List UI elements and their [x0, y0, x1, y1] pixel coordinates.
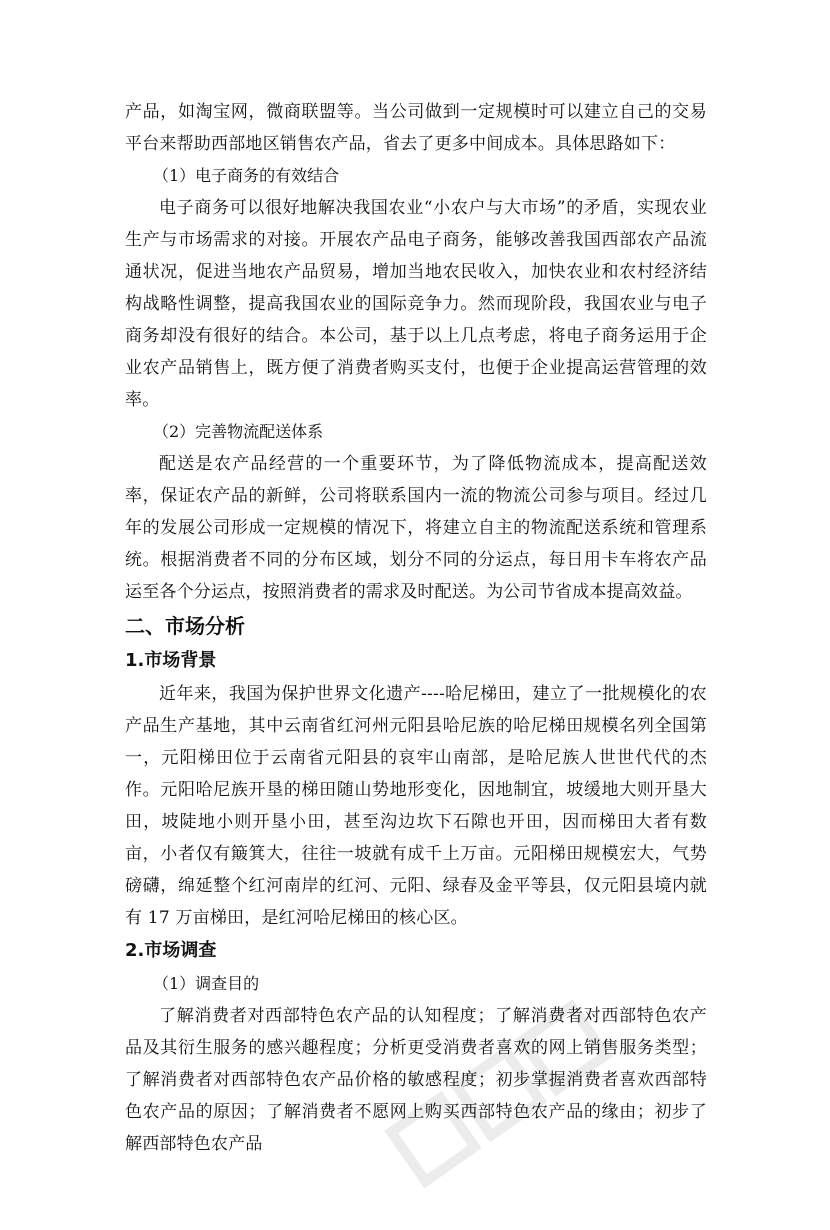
ecommerce-heading: （1）电子商务的有效结合 [153, 166, 340, 185]
survey-purpose-heading: （1）调查目的 [153, 974, 260, 993]
document-body [125, 96, 707, 1160]
market-analysis-title: 二、市场分析 [125, 614, 245, 638]
survey-purpose-paragraph: 了解消费者对西部特色农产品的认知程度；了解消费者对西部特色农产品及其衍生服务的感兴趣程度；分析更受消费者喜欢的网上销售服务类型；了解消费者对西部特色农产品价格的敏感程度；初步掌握消费者喜欢西部特色农产品的原因；了解消费者不愿网上购买西部特色农产品的缘由；初步了解西部特色农产品 [125, 1006, 707, 1154]
market-background-paragraph: 近年来，我国为保护世界文化遗产----哈尼梯田，建立了一批规模化的农产品生产基地，其中云南省红河州元阳县哈尼族的哈尼梯田规模名列全国第一，元阳梯田位于云南省元阳县的哀牢山南部，是哈尼族人世世代代的杰作。元阳哈尼族开垦的梯田随山势地形变化，因地制宜，坡缓地大则开垦大田，坡陡地小则开垦小田，甚至沟边坎下石隙也开田，因而梯田大者有数亩，小者仅有簸箕大，往往一坡就有成千上万亩。元阳梯田规模宏大，气势磅礴，绵延整个红河南岸的红河、元阳、绿春及金平等县，仅元阳县境内就有 17 万亩梯田，是红河哈尼梯田的核心区。 [125, 684, 707, 928]
market-background-title: 1.市场背景 [125, 650, 217, 671]
intro-paragraph: 产品，如淘宝网，微商联盟等。当公司做到一定规模时可以建立自己的交易平台来帮助西部地区销售农产品，省去了更多中间成本。具体思路如下： [125, 102, 707, 154]
logistics-paragraph: 配送是农产品经营的一个重要环节，为了降低物流成本，提高配送效率，保证农产品的新鲜，公司将联系国内一流的物流公司参与项目。经过几年的发展公司形成一定规模的情况下，将建立自主的物流配送系统和管理系统。根据消费者不同的分布区域，划分不同的分运点，每日用卡车将农产品运至各个分运点，按照消费者的需求及时配送。为公司节省成本提高效益。 [125, 454, 707, 602]
market-survey-title: 2.市场调查 [125, 940, 217, 961]
ecommerce-paragraph: 电子商务可以很好地解决我国农业“小农户与大市场”的矛盾，实现农业生产与市场需求的对接。开展农产品电子商务，能够改善我国西部农产品流通状况，促进当地农产品贸易，增加当地农民收入，加快农业和农村经济结构战略性调整，提高我国农业的国际竞争力。然而现阶段，我国农业与电子商务却没有很好的结合。本公司，基于以上几点考虑，将电子商务运用于企业农产品销售上，既方便了消费者购买支付，也便于企业提高运营管理的效率。 [125, 198, 707, 410]
logistics-heading: （2）完善物流配送体系 [153, 422, 324, 441]
